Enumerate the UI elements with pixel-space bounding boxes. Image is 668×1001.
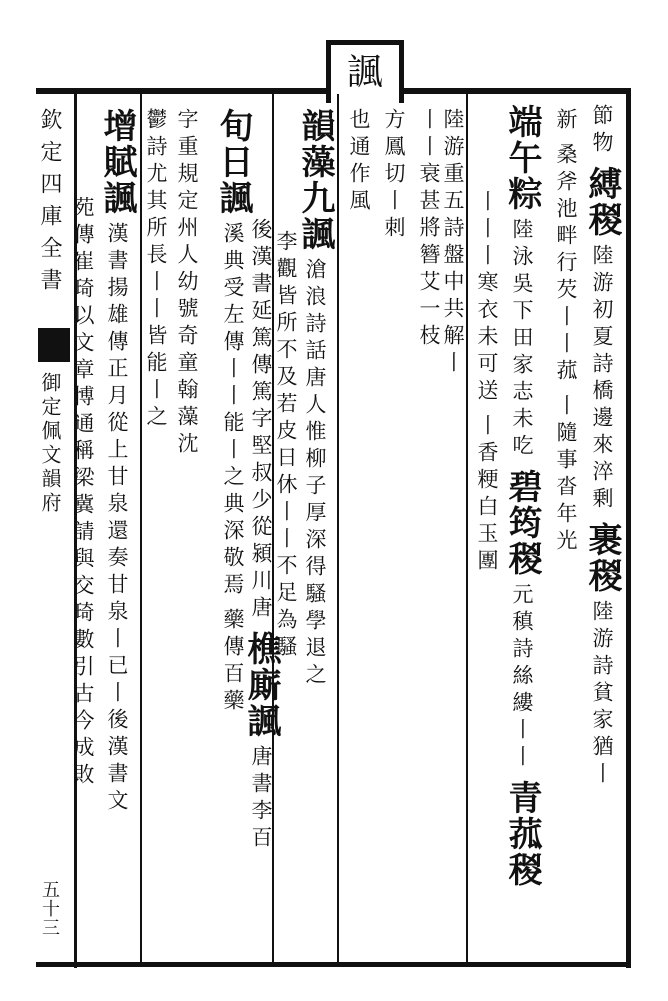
entry-heading: 旬日諷	[213, 108, 253, 216]
text-column-12	[213, 108, 253, 724]
annotation-text: 也通作風	[347, 108, 371, 216]
entry-heading: 樵廝諷	[241, 631, 281, 739]
text-column-2	[555, 108, 576, 564]
frame-top-rule-left	[36, 88, 332, 94]
text-column-8	[348, 108, 369, 224]
entry-heading: 青菰稯	[502, 780, 542, 888]
entry-heading: 增賦諷	[97, 108, 137, 216]
entry-heading: 端午粽	[502, 104, 542, 212]
annotation-text: 苑傳崔琦以文章博通稱梁冀請與交琦數引古今成敗	[71, 196, 95, 790]
entry-heading: 縛稯	[582, 166, 622, 238]
entry-heading: 韻藻九諷	[295, 108, 335, 252]
annotation-text: 桑斧池畔行芡丨丨菰	[554, 143, 578, 386]
annotation-text: 新	[554, 108, 578, 135]
annotation-text: 方鳳切丨刺	[382, 108, 406, 243]
annotation-text: 漢書揚雄傳正月從上甘泉還奏甘泉丨已丨後漢書文	[105, 222, 129, 816]
text-column-9	[295, 108, 335, 698]
annotation-text: 丨丨丨寒衣未可送	[475, 190, 499, 406]
annotation-text: 丨丨衰甚將簪艾一枝	[417, 108, 441, 351]
text-column-16	[72, 196, 93, 798]
book-title: 欽定四庫全書	[37, 108, 62, 300]
annotation-text: 陸泳吳下田家志未吃	[510, 218, 534, 461]
annotation-text: 陸游詩貧家猶丨	[590, 600, 614, 789]
frame-top-rule-right	[390, 88, 630, 94]
text-column-7	[383, 108, 404, 251]
text-column-3	[502, 104, 542, 894]
header-character: 諷	[346, 52, 383, 93]
text-column-14	[145, 108, 166, 440]
frame-bottom-rule	[36, 962, 631, 967]
text-column-4	[476, 190, 497, 584]
text-column-5	[442, 108, 463, 386]
annotation-text: 唐書李百	[249, 745, 273, 853]
annotation-text: 陸游初夏詩橋邊來淬剰	[590, 244, 614, 514]
fishtail-mark	[38, 328, 70, 362]
text-column-13	[176, 108, 197, 467]
text-column-10	[275, 230, 296, 670]
annotation-text: 元稹詩絲縷丨丨	[510, 583, 534, 772]
column-divider	[140, 94, 142, 962]
annotation-text: 字重規定州人幼號奇童翰藻沈	[175, 108, 199, 459]
page-number: 五十三	[39, 880, 60, 937]
entry-heading: 裹稯	[582, 522, 622, 594]
annotation-text: 丨隨事沓年光	[554, 394, 578, 556]
annotation-text: 李觀皆所不及若皮日休丨丨不足為騷	[274, 230, 298, 662]
annotation-text: 滄浪詩話唐人惟柳子厚深得騷學退之	[303, 258, 327, 690]
text-column-15	[97, 108, 137, 824]
frame-right-rule	[626, 88, 631, 968]
annotation-text: 溪典受左傳丨丨能丨之典深敬焉	[221, 222, 245, 600]
annotation-text: 鬱詩尤其所長丨丨皆能丨之	[144, 108, 168, 432]
text-column-1	[582, 104, 622, 797]
entry-heading: 碧筠稯	[502, 469, 542, 577]
annotation-text: 後漢書延篤傳篤字堅叔少從潁川唐	[249, 218, 273, 623]
annotation-text: 丨香粳白玉團	[475, 414, 499, 576]
annotation-text: 藥傳百藥	[221, 608, 245, 716]
column-divider	[337, 94, 339, 962]
column-divider	[466, 94, 468, 962]
text-column-6	[418, 108, 439, 359]
annotation-text: 節物	[590, 104, 614, 158]
annotation-text: 陸游重五詩盤中共解丨	[441, 108, 465, 378]
volume-title: 御定佩文韻府	[38, 372, 62, 516]
